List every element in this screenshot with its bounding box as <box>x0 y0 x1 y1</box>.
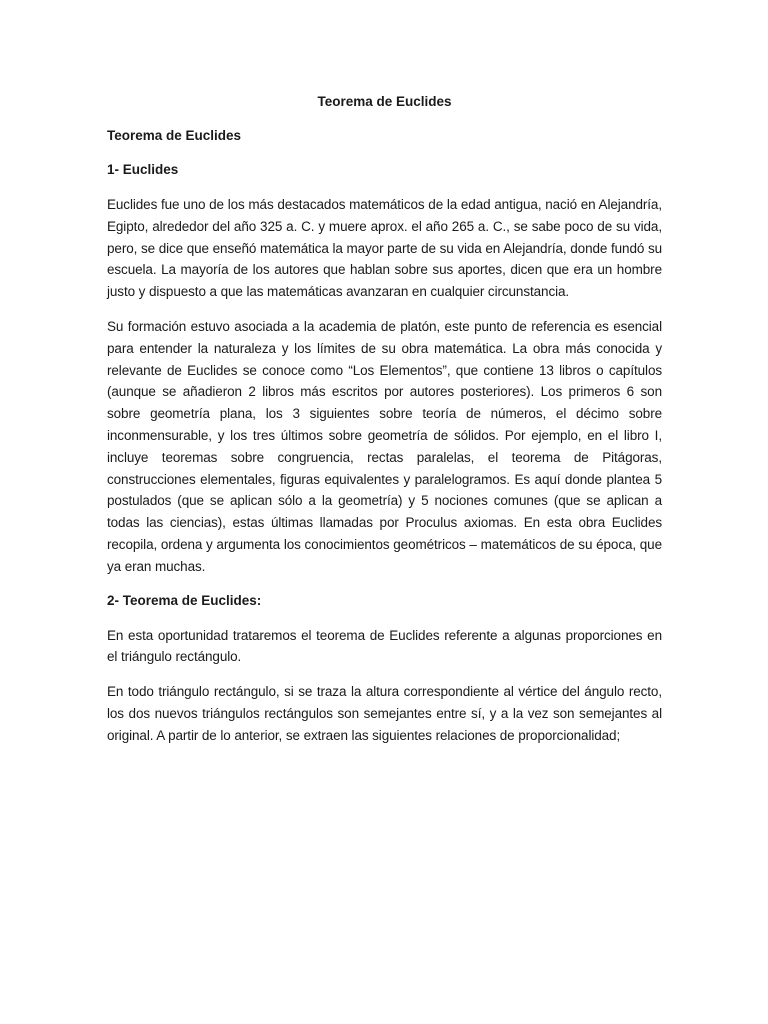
section-1-heading: 1- Euclides <box>107 162 179 177</box>
section-2-paragraph-1: En esta oportunidad trataremos el teorema de Euclides referente a algunas proporciones en el triángulo rectángulo. <box>107 627 662 665</box>
document-title: Teorema de Euclides <box>317 94 452 109</box>
document-page <box>107 92 662 760</box>
document-subtitle: Teorema de Euclides <box>107 128 242 143</box>
section-2-paragraph-2: En todo triángulo rectángulo, si se traza la altura correspondiente al vértice del ángulo recto, los dos nuevos triángulos rectángulos son semejantes entre sí, y a la vez son semejantes al original. A partir de lo anterior, se extraen las siguientes relaciones de proporcionalidad; <box>107 684 662 743</box>
section-1-paragraph-2: Su formación estuvo asociada a la academia de platón, este punto de referencia es esencial para entender la naturaleza y los límites de su obra matemática. La obra más conocida y relevante de Euclides se conoce como “Los Elementos”, que contiene 13 libros o capítulos (aunque se añadieron 2 libros más escritos por autores posteriores). Los primeros 6 son sobre geometría plana, los 3 siguientes sobre teoría de números, el décimo sobre inconmensurable, y los tres últimos sobre geometría de sólidos. Por ejemplo, en el libro I, incluye teoremas sobre congruencia, rectas paralelas, el teorema de Pitágoras, construcciones elementales, figuras equivalentes y paralelogramos. Es aquí donde plantea 5 postulados (que se aplican sólo a la geometría) y 5 nociones comunes (que se aplican a todas las ciencias), estas últimas llamadas por Proculus axiomas. En esta obra Euclides recopila, ordena y argumenta los conocimientos geométricos – matemáticos de su época, que ya eran muchas. <box>107 318 662 574</box>
section-2-heading: 2- Teorema de Euclides: <box>107 592 262 608</box>
section-1-paragraph-1: Euclides fue uno de los más destacados matemáticos de la edad antigua, nació en Alejandría, Egipto, alrededor del año 325 a. C. y muere aprox. el año 265 a. C., se sabe poco de su vida, pero, se dice que enseñó matemática la mayor parte de su vida en Alejandría, donde fundó su escuela. La mayoría de los autores que hablan sobre sus aportes, dicen que era un hombre justo y dispuesto a que las matemáticas avanzaran en cualquier circunstancia. <box>107 197 662 300</box>
